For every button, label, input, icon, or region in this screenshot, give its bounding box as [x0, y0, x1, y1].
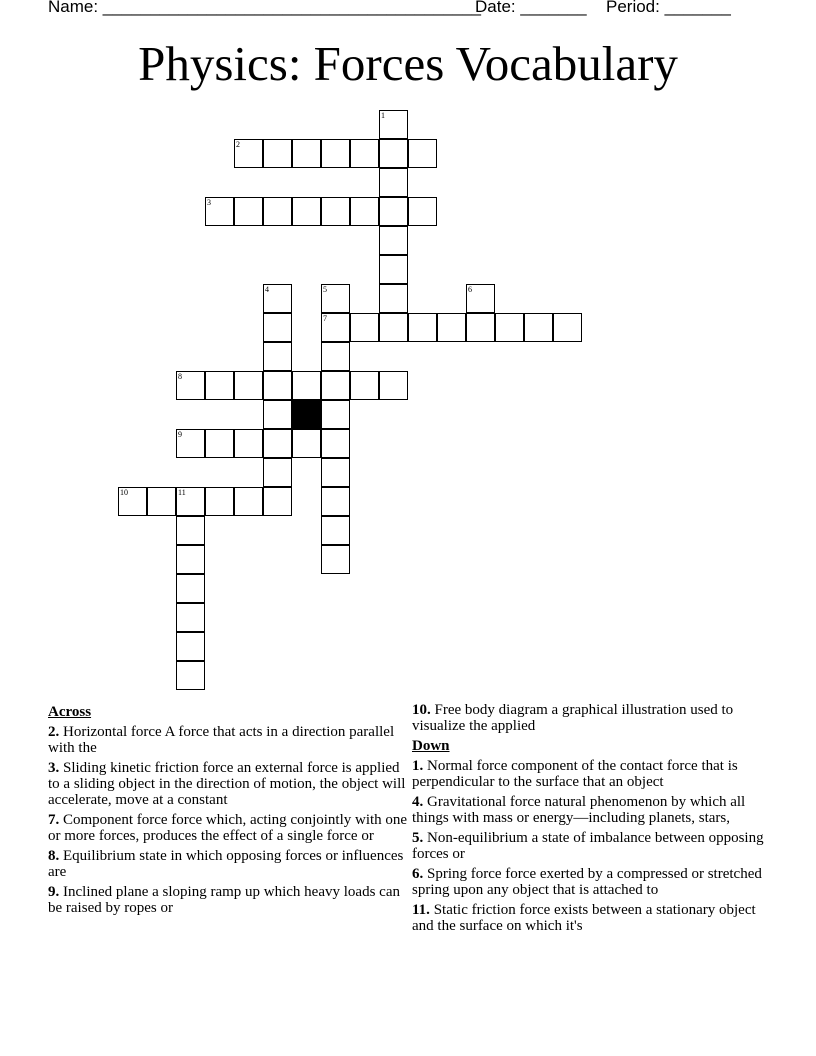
crossword-cell[interactable] [176, 603, 205, 632]
crossword-cell[interactable] [176, 487, 205, 516]
clue-text: Normal force component of the contact force that is perpendicular to the surface that an object [412, 758, 738, 790]
crossword-cell[interactable] [176, 574, 205, 603]
cell-number: 4 [265, 285, 269, 294]
cell-number: 5 [323, 285, 327, 294]
clue-text: Static friction force exists between a stationary object and the surface on which it's [412, 902, 756, 934]
crossword-cell[interactable] [495, 313, 524, 342]
clues-right-column [412, 702, 772, 938]
clue-across-8 [48, 848, 408, 880]
crossword-cell[interactable] [437, 313, 466, 342]
down-heading: Down [412, 738, 450, 754]
crossword-cell[interactable] [263, 197, 292, 226]
crossword-cell[interactable] [176, 371, 205, 400]
crossword-cell[interactable] [379, 226, 408, 255]
crossword-cell[interactable] [263, 487, 292, 516]
crossword-cell[interactable] [379, 255, 408, 284]
crossword-cell[interactable] [234, 487, 263, 516]
clue-across-7 [48, 812, 408, 844]
crossword-cell[interactable] [379, 284, 408, 313]
crossword-cell[interactable] [321, 139, 350, 168]
crossword-cell[interactable] [176, 429, 205, 458]
date-field-label: Date: _______ [475, 0, 587, 16]
clue-text: Spring force force exerted by a compressed or stretched spring upon any object that is attached to [412, 866, 762, 898]
clue-down-4 [412, 794, 772, 826]
crossword-cell[interactable] [292, 197, 321, 226]
crossword-cell[interactable] [321, 458, 350, 487]
clue-number: 11. [412, 902, 430, 918]
cell-number: 7 [323, 314, 327, 323]
crossword-cell[interactable] [321, 313, 350, 342]
clue-down-11 [412, 902, 772, 934]
crossword-cell[interactable] [408, 313, 437, 342]
crossword-cell[interactable] [263, 400, 292, 429]
crossword-cell[interactable] [321, 284, 350, 313]
clue-text: Component force force which, acting conjointly with one or more forces, produces the effect of a single force or [48, 812, 408, 844]
crossword-cell[interactable] [379, 313, 408, 342]
crossword-cell[interactable] [176, 632, 205, 661]
crossword-cell[interactable] [205, 371, 234, 400]
crossword-cell[interactable] [321, 487, 350, 516]
clue-number: 10. [412, 702, 431, 718]
clue-text: Gravitational force natural phenomenon by which all things with mass or energy—including planets, stars, [412, 794, 746, 826]
crossword-cell[interactable] [147, 487, 176, 516]
crossword-cell[interactable] [205, 429, 234, 458]
crossword-cell[interactable] [350, 313, 379, 342]
clue-text: Non-equilibrium a state of imbalance between opposing forces or [412, 830, 764, 862]
crossword-cell[interactable] [263, 342, 292, 371]
clue-number: 4. [412, 794, 424, 810]
crossword-cell[interactable] [234, 139, 263, 168]
clue-across-10 [412, 702, 772, 734]
cell-number: 8 [178, 372, 182, 381]
crossword-cell[interactable] [408, 197, 437, 226]
cell-number: 3 [207, 198, 211, 207]
cell-number: 10 [120, 488, 128, 497]
crossword-cell[interactable] [205, 487, 234, 516]
clue-across-9 [48, 884, 408, 916]
crossword-cell[interactable] [118, 487, 147, 516]
crossword-cell[interactable] [350, 139, 379, 168]
across-heading: Across [48, 704, 92, 720]
clue-number: 8. [48, 848, 60, 864]
crossword-cell[interactable] [234, 371, 263, 400]
crossword-cell[interactable] [321, 197, 350, 226]
clue-across-2 [48, 724, 408, 756]
crossword-cell[interactable] [350, 371, 379, 400]
crossword-cell[interactable] [321, 429, 350, 458]
crossword-cell[interactable] [263, 139, 292, 168]
clue-down-6 [412, 866, 772, 898]
crossword-cell[interactable] [321, 371, 350, 400]
crossword-cell[interactable] [263, 458, 292, 487]
crossword-cell[interactable] [176, 661, 205, 690]
clue-number: 3. [48, 760, 60, 776]
clue-down-5 [412, 830, 772, 862]
clue-number: 5. [412, 830, 424, 846]
crossword-cell[interactable] [292, 371, 321, 400]
crossword-cell[interactable] [321, 400, 350, 429]
crossword-cell[interactable] [350, 197, 379, 226]
clue-across-3 [48, 760, 408, 808]
cell-number: 6 [468, 285, 472, 294]
crossword-cell[interactable] [379, 197, 408, 226]
clue-number: 1. [412, 758, 424, 774]
crossword-cell[interactable] [553, 313, 582, 342]
clue-number: 9. [48, 884, 60, 900]
crossword-cell[interactable] [379, 371, 408, 400]
crossword-cell[interactable] [292, 429, 321, 458]
clue-text: Free body diagram a graphical illustration used to visualize the applied [412, 702, 734, 734]
clues-left-column [48, 702, 408, 920]
cell-number: 1 [381, 111, 385, 120]
crossword-cell[interactable] [408, 139, 437, 168]
crossword-cell[interactable] [379, 168, 408, 197]
blocked-cell [292, 400, 321, 429]
period-field-label: Period: _______ [606, 0, 731, 16]
crossword-cell[interactable] [263, 313, 292, 342]
clue-number: 6. [412, 866, 424, 882]
crossword-cell[interactable] [292, 139, 321, 168]
crossword-cell[interactable] [466, 313, 495, 342]
crossword-cell[interactable] [234, 429, 263, 458]
crossword-cell[interactable] [379, 110, 408, 139]
clue-text: Inclined plane a sloping ramp up which heavy loads can be raised by ropes or [48, 884, 400, 916]
page-title: Physics: Forces Vocabulary [138, 36, 678, 91]
crossword-cell[interactable] [321, 342, 350, 371]
crossword-cell[interactable] [321, 516, 350, 545]
crossword-cell[interactable] [234, 197, 263, 226]
clue-number: 7. [48, 812, 60, 828]
crossword-cell[interactable] [263, 284, 292, 313]
cell-number: 2 [236, 140, 240, 149]
crossword-cell[interactable] [379, 139, 408, 168]
crossword-cell[interactable] [466, 284, 495, 313]
clue-text: Horizontal force A force that acts in a direction parallel with the [48, 724, 395, 756]
name-field-label: Name: ________________________________________ [48, 0, 481, 16]
cell-number: 9 [178, 430, 182, 439]
clue-down-1 [412, 758, 772, 790]
crossword-cell[interactable] [176, 516, 205, 545]
crossword-cell[interactable] [263, 371, 292, 400]
clue-text: Equilibrium state in which opposing forces or influences are [48, 848, 404, 880]
clue-number: 2. [48, 724, 60, 740]
clue-text: Sliding kinetic friction force an external force is applied to a sliding object in the direction of motion, the object will accelerate, move at a constant [48, 760, 406, 808]
crossword-cell[interactable] [321, 545, 350, 574]
crossword-cell[interactable] [263, 429, 292, 458]
cell-number: 11 [178, 488, 186, 497]
crossword-cell[interactable] [176, 545, 205, 574]
crossword-cell[interactable] [524, 313, 553, 342]
crossword-cell[interactable] [205, 197, 234, 226]
